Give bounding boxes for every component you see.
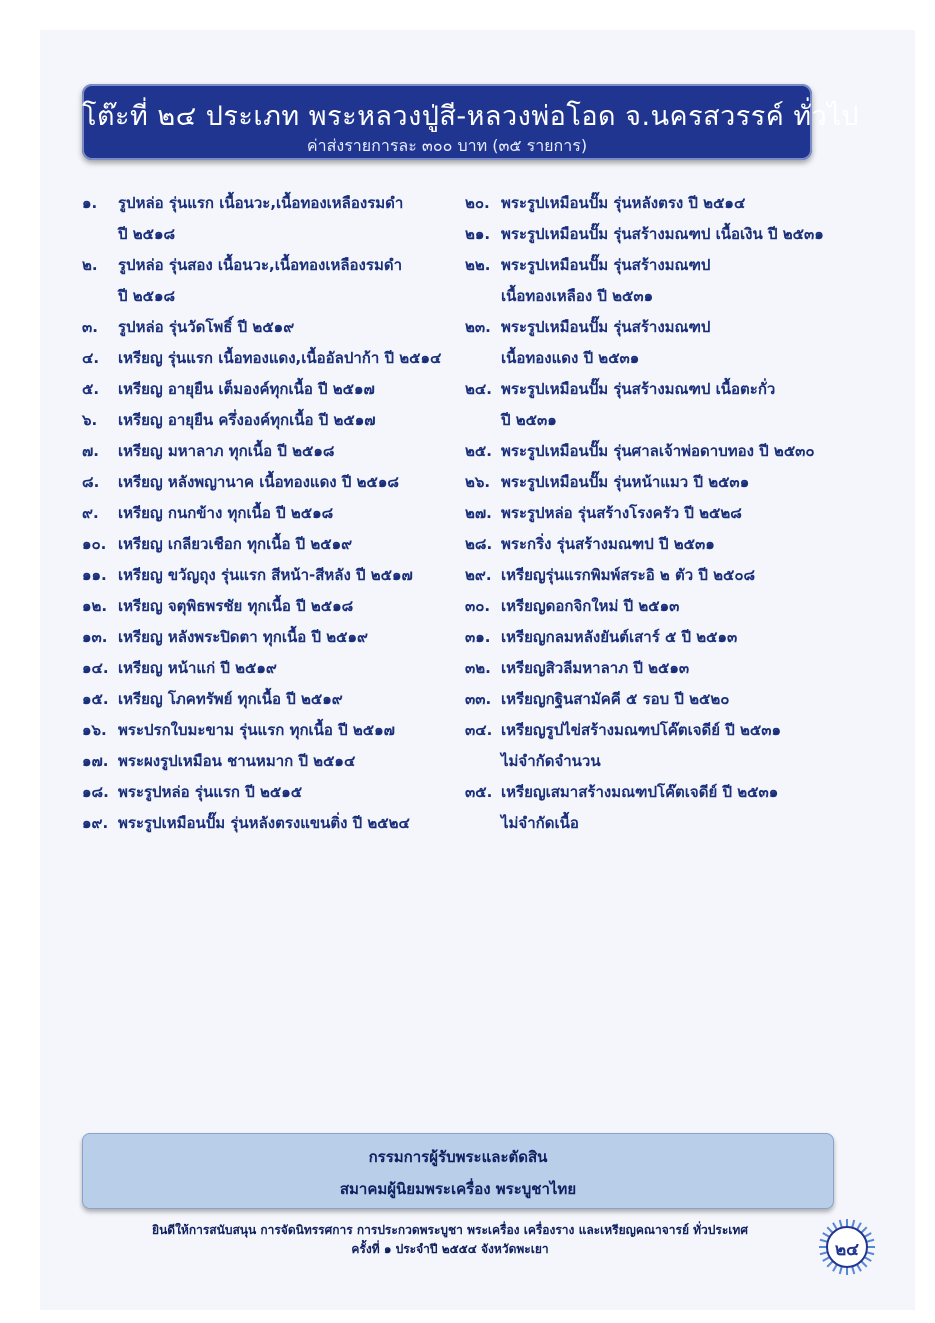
item-text: เหรียญเสมาสร้างมณฑปโค๊ตเจดีย์ ปี ๒๕๓๑ xyxy=(501,783,779,801)
item-list-right xyxy=(465,188,845,839)
item-number: ๑๘. xyxy=(82,783,109,801)
list-item xyxy=(465,560,845,591)
item-text: เหรียญ โภคทรัพย์ ทุกเนื้อ ปี ๒๕๑๙ xyxy=(118,690,343,708)
item-text: พระรูปหล่อ รุ่นสร้างโรงครัว ปี ๒๕๒๘ xyxy=(501,504,742,522)
list-item xyxy=(465,591,845,622)
item-continuation: ปี ๒๕๓๑ xyxy=(501,411,557,429)
item-number: ๑. xyxy=(82,194,98,212)
list-item xyxy=(82,529,462,560)
item-text: พระรูปเหมือนปั๊ม รุ่นหน้าแมว ปี ๒๕๓๑ xyxy=(501,473,750,491)
item-text: พระกริ่ง รุ่นสร้างมณฑป ปี ๒๕๓๑ xyxy=(501,535,715,553)
list-item xyxy=(82,622,462,653)
association-name: สมาคมผู้นิยมพระเครื่อง พระบูชาไทย xyxy=(339,1180,577,1198)
item-number: ๒๓. xyxy=(465,318,491,336)
item-number: ๓. xyxy=(82,318,98,336)
sunburst-ray xyxy=(852,1220,854,1228)
item-number: ๑๗. xyxy=(82,752,109,770)
item-number: ๒๗. xyxy=(465,504,492,522)
item-number: ๓๔. xyxy=(465,721,493,739)
list-item xyxy=(82,777,462,808)
item-number: ๒๖. xyxy=(465,473,491,491)
item-number: ๓๒. xyxy=(465,659,491,677)
list-item xyxy=(82,653,462,684)
item-number: ๑๓. xyxy=(82,628,108,646)
item-text: เหรียญดอกจิกใหม่ ปี ๒๕๑๓ xyxy=(501,597,680,615)
item-text: รูปหล่อ รุ่นแรก เนื้อนวะ,เนื้อทองเหลืองรมดำ xyxy=(118,194,404,212)
support-note: ยินดีให้การสนับสนุน การจัดนิทรรศการ การประกวดพระบูชา พระเครื่อง เครื่องราง และเหรียญคณาจารย์ ทั่วประเทศ xyxy=(152,1223,748,1237)
page-number-badge xyxy=(818,1218,876,1276)
item-text: เหรียญ อายุยืน เต็มองค์ทุกเนื้อ ปี ๒๕๑๗ xyxy=(118,380,375,398)
item-text: เหรียญรูปไข่สร้างมณฑปโค๊ตเจดีย์ ปี ๒๕๓๑ xyxy=(501,721,782,739)
list-item xyxy=(465,312,845,374)
item-number: ๒๐. xyxy=(465,194,490,212)
sunburst-ray xyxy=(857,1264,861,1271)
item-text: เหรียญ มหาลาภ ทุกเนื้อ ปี ๒๕๑๘ xyxy=(118,442,335,460)
list-item xyxy=(82,808,462,839)
list-item xyxy=(465,777,845,839)
item-number: ๒๔. xyxy=(465,380,492,398)
list-item xyxy=(82,188,462,250)
item-number: ๑๖. xyxy=(82,721,107,739)
list-item xyxy=(465,529,845,560)
item-number: ๒. xyxy=(82,256,98,274)
item-number: ๘. xyxy=(82,473,100,491)
item-text: เหรียญ ขวัญถุง รุ่นแรก สีหน้า-สีหลัง ปี ๒๕๑๗ xyxy=(118,566,413,584)
list-item xyxy=(82,467,462,498)
item-continuation: ไม่จำกัดเนื้อ xyxy=(501,814,579,832)
list-item xyxy=(465,715,845,777)
item-text: รูปหล่อ รุ่นสอง เนื้อนวะ,เนื้อทองเหลืองรมดำ xyxy=(118,256,402,274)
item-text: พระรูปหล่อ รุ่นแรก ปี ๒๕๑๕ xyxy=(118,783,303,801)
sunburst-ray xyxy=(827,1227,833,1233)
page-title: โต๊ะที่ ๒๔ ประเภท พระหลวงปู่สี-หลวงพ่อโอด จ.นครสวรรค์ ทั่วไป xyxy=(82,101,860,132)
list-item xyxy=(465,653,845,684)
item-text: เหรียญ กนกข้าง ทุกเนื้อ ปี ๒๕๑๘ xyxy=(118,504,334,522)
item-number: ๒๕. xyxy=(465,442,492,460)
item-number: ๓๓. xyxy=(465,690,492,708)
sunburst-ray xyxy=(840,1220,842,1228)
item-number: ๑๙. xyxy=(82,814,109,832)
list-item xyxy=(82,684,462,715)
list-item xyxy=(465,622,845,653)
item-text: เหรียญ เกลียวเชือก ทุกเนื้อ ปี ๒๕๑๙ xyxy=(118,535,353,553)
list-item xyxy=(82,746,462,777)
item-text: เหรียญ หลังพระปิดตา ทุกเนื้อ ปี ๒๕๑๙ xyxy=(118,628,368,646)
item-list-left xyxy=(82,188,462,839)
item-number: ๒๒. xyxy=(465,256,491,274)
list-item xyxy=(82,312,462,343)
item-text: พระรูปเหมือนปั๊ม รุ่นสร้างมณฑป xyxy=(501,318,711,336)
sunburst-ray xyxy=(857,1223,861,1230)
item-number: ๗. xyxy=(82,442,99,460)
item-number: ๒๘. xyxy=(465,535,493,553)
list-item xyxy=(82,405,462,436)
item-text: พระรูปเหมือนปั๊ม รุ่นหลังตรงแขนติ่ง ปี ๒๕๒๔ xyxy=(118,814,410,832)
list-item xyxy=(82,498,462,529)
sunburst-ray xyxy=(833,1264,837,1271)
list-item xyxy=(82,250,462,312)
item-number: ๖. xyxy=(82,411,98,429)
list-item xyxy=(465,684,845,715)
page-number: ๒๔ xyxy=(834,1240,860,1260)
item-text: เหรียญ หน้าแก่ ปี ๒๕๑๙ xyxy=(118,659,277,677)
item-number: ๑๔. xyxy=(82,659,109,677)
item-text: พระรูปเหมือนปั๊ม รุ่นหลังตรง ปี ๒๕๑๔ xyxy=(501,194,746,212)
item-number: ๓๑. xyxy=(465,628,491,646)
item-text: พระรูปเหมือนปั๊ม รุ่นสร้างมณฑป xyxy=(501,256,711,274)
sunburst-ray xyxy=(840,1266,842,1274)
item-text: เหรียญ รุ่นแรก เนื้อทองแดง,เนื้ออัลปาก้า ปี ๒๕๑๔ xyxy=(118,349,442,367)
item-text: พระปรกใบมะขาม รุ่นแรก ทุกเนื้อ ปี ๒๕๑๗ xyxy=(118,721,395,739)
item-number: ๒๙. xyxy=(465,566,492,584)
item-continuation: เนื้อทองเหลือง ปี ๒๕๓๑ xyxy=(501,287,654,305)
item-text: พระผงรูปเหมือน ชานหมาก ปี ๒๕๑๔ xyxy=(118,752,356,770)
item-text: เหรียญสิวลีมหาลาภ ปี ๒๕๑๓ xyxy=(501,659,690,677)
item-text: พระรูปเหมือนปั๊ม รุ่นสร้างมณฑป เนื้อตะกั่ว xyxy=(501,380,776,398)
item-number: ๑๑. xyxy=(82,566,107,584)
item-text: พระรูปเหมือนปั๊ม รุ่นสร้างมณฑป เนื้อเงิน ปี ๒๕๓๑ xyxy=(501,225,824,243)
list-item xyxy=(82,560,462,591)
item-number: ๙. xyxy=(82,504,99,522)
item-text: เหรียญ หลังพญานาค เนื้อทองแดง ปี ๒๕๑๘ xyxy=(118,473,399,491)
list-item xyxy=(82,374,462,405)
item-number: ๒๑. xyxy=(465,225,491,243)
item-text: เหรียญกฐินสามัคคี ๕ รอบ ปี ๒๕๒๐ xyxy=(501,690,730,708)
sunburst-ray xyxy=(833,1223,837,1230)
item-continuation: เนื้อทองแดง ปี ๒๕๓๑ xyxy=(501,349,640,367)
item-number: ๓๐. xyxy=(465,597,491,615)
item-number: ๕. xyxy=(82,380,100,398)
page-subtitle: ค่าส่งรายการละ ๓๐๐ บาท (๓๕ รายการ) xyxy=(306,136,588,155)
item-text: รูปหล่อ รุ่นวัดโพธิ์ ปี ๒๕๑๙ xyxy=(118,318,295,336)
item-text: เหรียญรุ่นแรกพิมพ์สระอิ ๒ ตัว ปี ๒๕๐๘ xyxy=(501,566,756,584)
item-number: ๑๒. xyxy=(82,597,108,615)
committee-box xyxy=(82,1133,834,1209)
item-number: ๑๐. xyxy=(82,535,107,553)
list-item xyxy=(465,219,845,250)
list-item xyxy=(465,436,845,467)
list-item xyxy=(82,436,462,467)
table-header-banner xyxy=(82,84,860,160)
list-item xyxy=(465,250,845,312)
item-text: เหรียญ อายุยืน ครึ่งองค์ทุกเนื้อ ปี ๒๕๑๗ xyxy=(118,411,376,429)
list-item xyxy=(82,343,462,374)
sunburst-ray xyxy=(861,1227,867,1233)
item-number: ๔. xyxy=(82,349,100,367)
item-continuation: ปี ๒๕๑๘ xyxy=(118,225,176,243)
list-item xyxy=(82,715,462,746)
sunburst-ray xyxy=(852,1266,854,1274)
item-continuation: ปี ๒๕๑๘ xyxy=(118,287,176,305)
list-item xyxy=(465,374,845,436)
item-continuation: ไม่จำกัดจำนวน xyxy=(501,752,601,770)
item-number: ๑๕. xyxy=(82,690,109,708)
list-item xyxy=(465,188,845,219)
list-item xyxy=(465,498,845,529)
committee-title: กรรมการผู้รับพระและตัดสิน xyxy=(368,1148,548,1166)
list-item xyxy=(82,591,462,622)
event-note: ครั้งที่ ๑ ประจำปี ๒๕๕๔ จังหวัดพะเยา xyxy=(351,1242,549,1256)
item-text: เหรียญกลมหลังยันต์เสาร์ ๕ ปี ๒๕๑๓ xyxy=(501,628,738,646)
list-item xyxy=(465,467,845,498)
item-number: ๓๕. xyxy=(465,783,493,801)
item-text: พระรูปเหมือนปั๊ม รุ่นศาลเจ้าพ่อดาบทอง ปี ๒๕๓๐ xyxy=(501,442,815,460)
item-text: เหรียญ จตุพิธพรชัย ทุกเนื้อ ปี ๒๕๑๘ xyxy=(118,597,354,615)
